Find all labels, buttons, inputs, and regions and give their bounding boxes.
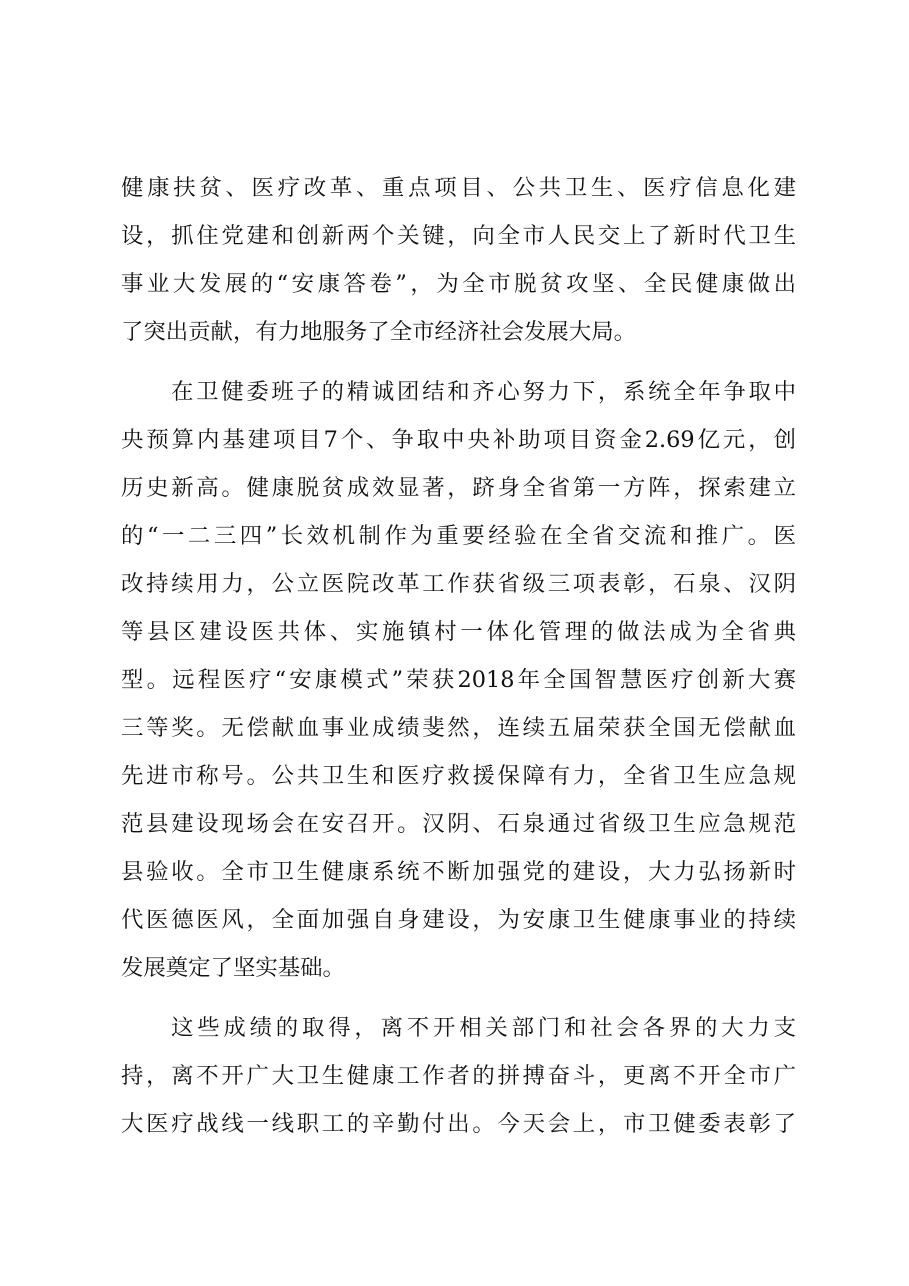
text-line: 的“一二三四”长效机制作为重要经验在全省交流和推广。医 [121, 523, 796, 549]
text-line: 健康扶贫、医疗改革、重点项目、公共卫生、医疗信息化建 [121, 175, 796, 201]
text-line: 持，离不开广大卫生健康工作者的拼搏奋斗，更离不开全市广 [121, 1063, 796, 1089]
text-line: 在卫健委班子的精诚团结和齐心努力下，系统全年争取中 [171, 379, 796, 405]
text-line: 改持续用力，公立医院改革工作获省级三项表彰，石泉、汉阴 [121, 571, 796, 597]
paragraph-3 [121, 1004, 796, 1148]
text-line: 先进市称号。公共卫生和医疗救援保障有力，全省卫生应急规 [121, 763, 796, 789]
text-line: 央预算内基建项目7个、争取中央补助项目资金2.69亿元，创 [121, 427, 796, 453]
text-line: 县验收。全市卫生健康系统不断加强党的建设，大力弘扬新时 [121, 859, 796, 885]
text-line: 发展奠定了坚实基础。 [121, 955, 345, 981]
paragraph-1 [121, 164, 796, 356]
document-body [121, 164, 796, 1148]
text-line: 设，抓住党建和创新两个关键，向全市人民交上了新时代卫生 [121, 223, 796, 249]
text-line: 等县区建设医共体、实施镇村一体化管理的做法成为全省典 [121, 619, 796, 645]
text-line: 了突出贡献，有力地服务了全市经济社会发展大局。 [121, 319, 636, 345]
text-line: 三等奖。无偿献血事业成绩斐然，连续五届荣获全国无偿献血 [121, 715, 796, 741]
text-line: 大医疗战线一线职工的辛勤付出。今天会上，市卫健委表彰了 [121, 1111, 796, 1137]
text-line: 这些成绩的取得，离不开相关部门和社会各界的大力支 [171, 1015, 796, 1041]
text-line: 事业大发展的“安康答卷”，为全市脱贫攻坚、全民健康做出 [121, 271, 796, 297]
text-line: 历史新高。健康脱贫成效显著，跻身全省第一方阵，探索建立 [121, 475, 796, 501]
paragraph-2 [121, 368, 796, 992]
text-line: 型。远程医疗“安康模式”荣获2018年全国智慧医疗创新大赛 [121, 667, 796, 693]
text-line: 范县建设现场会在安召开。汉阴、石泉通过省级卫生应急规范 [121, 811, 796, 837]
text-line: 代医德医风，全面加强自身建设，为安康卫生健康事业的持续 [121, 907, 796, 933]
